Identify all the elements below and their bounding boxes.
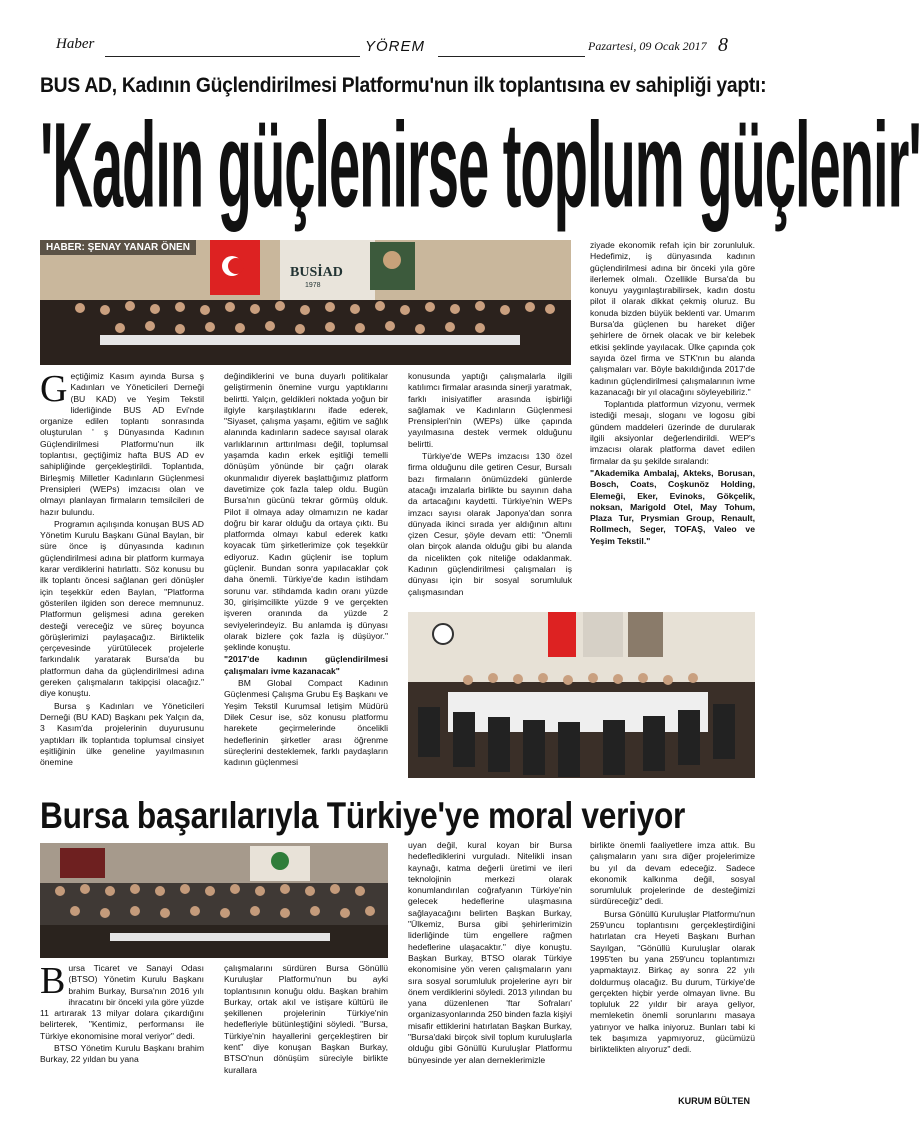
paragraph: değindiklerini ve buna duyarlı politikalar geliştirmenin önemine vurgu yaptıklarını belirtti. Yalçın, geldikleri noktada yoğun bir ilgiyle karşılaştıklarını ifade ederek, "Siyaset, çalışma yaşamı, eğitim ve sağlık alanında kadınların sadece sayısal olarak varlıklarının arttırılması değil, toplumsal yaşamda kadın erkek eşitliği temelli dönüşüm yönünde bir çağrı olarak okunmalıdır diyerek başlattığımız platform davetimize çok fazla talep oldu. Bugün Bursa'nın gücünü tekrar görmüş olduk. Pilot il olmaya aday olmamızın ne kadar doğru bir karar olduğu da ortaya çıktı. Bu platformda olmayı kabul ederek katkı koyacak tüm şirketlerimize çok teşekkür ediyoruz. Kadın güçlenir ise toplum güçlenir. Bundan sonra yapılacaklar çok daha önemli. Türkiye'de kadın istihdam sorunu var. stihdamda kadın oranı yüzde 30, girişimcilikte yüzde 9 ve gerçekten işveren oranında da yüzde 2 seviyelerindeyiz. Bu anlamda iş dünyası olarak bizlere çok fazla iş düşüyor." şeklinde konuştu. <box>224 371 388 653</box>
paragraph: ursa Ticaret ve Sanayi Odası (BTSO) Yönetim Kurulu Başkanı brahim Burkay, Bursa'nın 2016 yılı ihracatını bir önceki yıla göre yüzde 11 artırarak 13 milyar dolara çıkardığını belirterek, "Kentimiz, performansı ile Türkiye ekonomisine moral veriyor" dedi. <box>40 963 204 1041</box>
story2-column-2 <box>224 963 388 1113</box>
paragraph: konusunda yaptığı çalışmalarla ilgili katılımcı firmalar arasında sinerji yaratmak, farklı inisiyatifler arasında işbirliği sağlamak ve Kadınların Güçlenmesi Prensipleri'nin (WEPs) ülke çapında yayılmasına destek vermek olduğunu belirtti. <box>408 371 572 449</box>
story1-column-3 <box>408 371 572 607</box>
section-label: Haber <box>56 36 95 52</box>
paragraph: uyan değil, kural koyan bir Bursa hedeflediklerini vurguladı. Nitelikli insan kaynağı, katma değerli üretimi ve ileri teknolojinin merkezi olarak konumlandırılan coğrafyanın Türkiye'nin gelecek hedeflerine ulaşmasına sağlayacağını belirten Başkan Burkay, "Ülkemiz, Bursa gibi şehirlerimizin liderliğinde tüm engellere rağmen hedeflerine ulaşacaktır." diye konuştu. Başkan Burkay, BTSO olarak Türkiye ekonomisine yön veren çalışmaların yanı sıra sosyal sorumluluk projelerine ayrı bir önem verdiklerini söyledi. 2013 yılından bu yana düzenlenen 'ftar Sofraları' organizasyonlarında 250 binden fazla kişiyi misafir ettiklerini hatırlatan Başkan Burkay, "Bursa'daki birçok sivil toplum kuruluşlarla olduğu gibi Gönüllü Kuruluşlar Platformu bünyesinde yer alan derneklerimizle <box>408 840 572 1065</box>
paragraph: ziyade ekonomik refah için bir zorunluluk. Hedefimiz, iş dünyasında kadının güçlendirilmesi adına bir önceki yıla göre ilerlemek olmalı. Özellikle Bursa'da bu konuyu yaygınlaştırabilirsek, kadın dostu pilot il olarak dikkat çekmiş oluruz. Bu konuda bizden büyük beklenti var. Umarım Bursa'da güçlenen bu hareket diğer şehirlere de örnek olacak ve bir kelebek etkisi şeklinde yayılacak. Ülke çapında çok sayıda özel firma ve STK'nın bu alanda çalışmaları var. Böyle bakıldığında 2017'de kadının güçlendirilmesi çalışmalarının ivme kazanacağı bir yıl olacağını söyleyebiliriz." <box>590 240 755 397</box>
issue-date: Pazartesi, 09 Ocak 2017 <box>588 39 707 53</box>
paragraph: Bursa Gönüllü Kuruluşlar Platformu'nun 259'uncu toplantısını gerçekleştirdiğini hatırlatan cra Heyeti Başkanı Burhan Sayılgan, "Gönüllü Kuruluşlar olarak 1995'ten bu yana 259'uncu toplantımızı yapmaktayız. Birkaç ay sonra 22 yılı doldurmuş olacağız. Bu durum, Türkiye'de gerçekten hiçbir yerde olmayan livne. Bu topluluk 22 yıldır bir araya geliyor, memleketin önemli sorunlarını masaya yatırıyor ve halka iniyoruz. Bunları tabi ki tek başımıza yapmıyoruz, gücümüzü birliktelikten alıyoruz" dedi. <box>590 908 755 1055</box>
paragraph: BTSO Yönetim Kurulu Başkanı brahim Burkay, 22 yıldan bu yana <box>40 1043 204 1065</box>
story2-column-1 <box>40 960 204 1113</box>
story1-column-2 <box>224 371 388 778</box>
group-photo-icon <box>40 843 388 958</box>
photo-banner-text: BUSİAD <box>290 265 343 280</box>
group-photo-icon <box>40 240 571 365</box>
story2-column-3 <box>408 840 572 1113</box>
paragraph: birlikte önemli faaliyetlere imza attık. Bu çalışmaların yanı sıra diğer projelerimize bu yıl da devam edeceğiz. Sadece ekonomik kalkınma değil, sosyal sorumluluk projelerinde de desteğimizi sürdüreceğiz" dedi. <box>590 840 755 907</box>
story1-column-1 <box>40 368 204 778</box>
paragraph: Toplantıda platformun vizyonu, vermek istediği mesajı, sloganı ve logosu gibi gündem maddeleri üzerinde de durularak ilgili aksiyonlar değerlendirildi. WEP's imzacısı olarak platforma davet edilen firmalar da şu şekilde sıralandı: <box>590 399 755 466</box>
dropcap-g: G <box>40 368 68 410</box>
paragraph: Programın açılışında konuşan BUS AD Yönetim Kurulu Başkanı Günal Baylan, bir süre önce iş dünyasında kadının güçlendirilmesi adına bir platform kurmaya karar verdiklerini hatırlattı. Söz konusu bu ilk toplantı öncesi sağlanan geri dönüşler için teşekkür eden Baylan, "Platforma gösterilen ilgiden son derece memnunuz. Platformun gelişmesi adına gereken desteği vereceğiz ve süreç boyunca görüşlerimizi paylaşacağız. Birliktelik çerçevesinde yürütülecek projelerle farkındalık yaratarak Bursa'da bu platformun daha da güçlendirilmesi adına gereken çalışmaların takipçisi olacağız." diye konuştu. <box>40 518 204 699</box>
page-number: 8 <box>718 34 728 56</box>
meeting-photo-icon <box>408 612 755 778</box>
header-center-label: YÖREM <box>365 38 426 55</box>
firm-list: "Akademika Ambalaj, Akteks, Borusan, Bosch, Coats, Coşkunöz Holding, Elemeği, Eker, Evinoks, Gökçelik, noksan, Marigold Otel, May Tohum, Plaza Tur, Prysmian Group, Renault, Rollmech, Seger, TOFAŞ, Valeo ve Yeşim Tekstil." <box>590 467 755 546</box>
story2-signature: KURUM BÜLTEN <box>678 1096 750 1106</box>
paragraph: BM Global Compact Kadının Güçlenmesi Çalışma Grubu Eş Başkanı ve Yeşim Tekstil Kurumsal letişim Müdürü Dilek Cesur ise, söz konusu platformu harekete geçirmelerinde öncelikli hedeflerinin şirketler arası öğrenme süreçlerini desteklemek, farklı paydaşların kadının güçlenmesi <box>224 678 388 768</box>
story1-kicker: BUS AD, Kadının Güçlendirilmesi Platformu'nun ilk toplantısına ev sahipliği yaptı: <box>40 74 767 97</box>
paragraph: Türkiye'de WEPs imzacısı 130 özel firma olduğunu dile getiren Cesur, Bursalı bazı firmaların önümüzdeki günlerde atacağı imzalarla birlikte bu sayının daha da artacağını kaydetti. Türkiye'nin WEPs imzacı sayısı olarak Japonya'dan sonra dünyada ikinci sırada yer aldığının altını çizen Cesur, şöyle devam etti: "Önemli olan birçok alanda olduğu gibi bu alanda da nicelikten çok niteliğe odaklanmak. Kadının güçlendirilmesi çalışmaları iş dünyası için bir sosyal sorumluluk çalışmasından <box>408 451 572 597</box>
story1-column-4 <box>590 240 755 606</box>
paragraph: Bursa ş Kadınları ve Yöneticileri Derneği (BU KAD) Başkanı pek Yalçın da, 3 Kasım'da projelerinin duyurusunu yaptıkları ilk toplantıda toplumsal cinsiyet eşitliğinin ülke geneline yayılmasının önemine <box>40 700 204 768</box>
paragraph: eçtiğimiz Kasım ayında Bursa ş Kadınları ve Yöneticileri Derneği (BU KAD) ve Yeşim Tekstil liderliğinde BUS AD Evi'nde organize edilen toplantı sonrasında oluşturulan ' ş Dünyasında Kadının Güçlendirilmesi Platformu'nun ilk toplantısı, geçtiğimiz hafta BUS AD ev sahipliğinde gerçekleştirildi. Toplantıda, Birleşmiş Milletler Kadınların Güçlenmesi Prensipleri (WEPs) imzacısı olan ve olmayı planlayan firmaların temsilcileri de hazır bulundu. <box>40 371 204 517</box>
subhead: "2017'de kadının güçlendirilmesi çalışmaları ivme kazanacak" <box>224 654 388 676</box>
header-rule-left <box>105 56 360 57</box>
paragraph: çalışmalarını sürdüren Bursa Gönüllü Kuruluşlar Platformu'nun bu ayki toplantısının konuğu oldu. Başkan brahim Burkay, ortak akıl ve istişare kültürü ile şekillenen projelerinin Türkiye'nin hedefleriyle bütünleştiğini söyledi. "Bursa, Türkiye'nin hayallerini gerçekleştiren bir kent" diye konuşan Başkan Burkay, BTSO'nun dönüşüm süreciyle birlikte kurallara <box>224 963 388 1075</box>
story2-column-4 <box>590 840 755 1090</box>
header-rule-right <box>438 56 585 57</box>
dropcap-b: B <box>40 960 66 1002</box>
story1-byline: HABER: ŞENAY YANAR ÖNEN <box>40 240 196 255</box>
story2-headline: Bursa başarılarıyla Türkiye'ye moral veriyor <box>40 795 686 836</box>
photo-banner-year: 1978 <box>305 282 321 289</box>
story1-headline: 'Kadın güçlenirse toplum güçlenir' <box>40 96 921 233</box>
